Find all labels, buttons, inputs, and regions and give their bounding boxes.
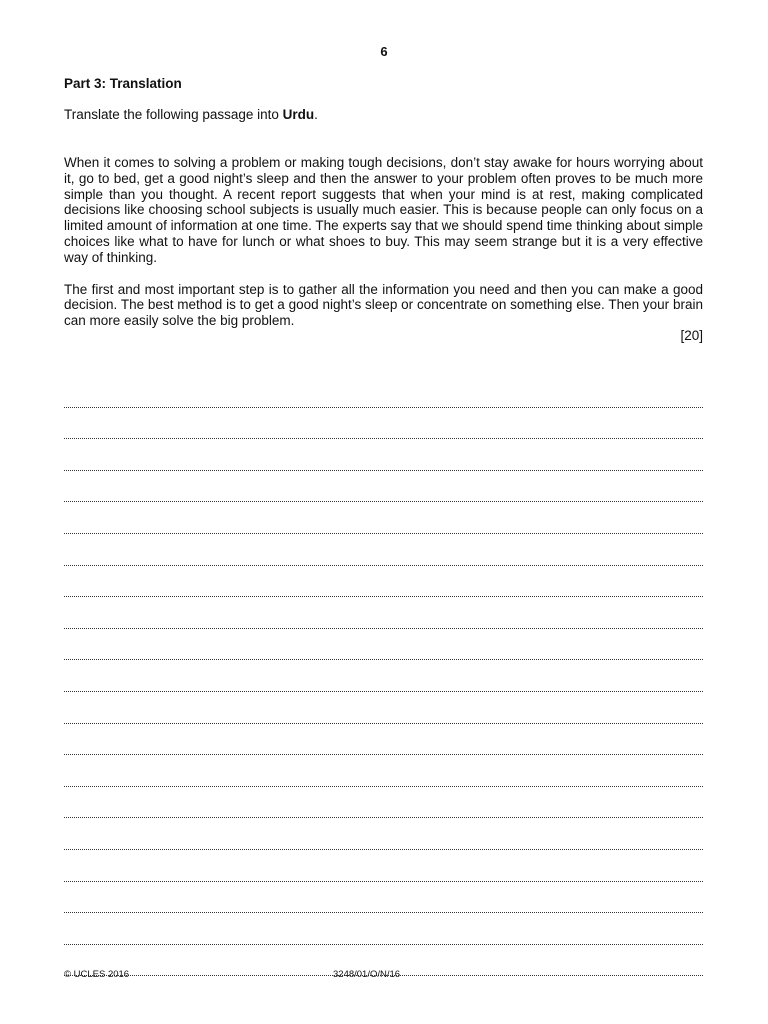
instruction-suffix: . [314,107,318,122]
passage [64,155,703,329]
answer-line[interactable] [64,597,703,629]
footer-paper-code: 3248/01/O/N/16 [333,969,401,980]
answer-line[interactable] [64,408,703,440]
answer-line[interactable] [64,882,703,914]
instruction-language: Urdu [282,107,315,122]
answer-line[interactable] [64,629,703,661]
answer-area [64,376,703,976]
page-number: 6 [380,44,388,59]
answer-line[interactable] [64,471,703,503]
section-title: Part 3: Translation [64,76,182,91]
answer-line[interactable] [64,755,703,787]
footer-copyright: © UCLES 2016 [64,969,130,980]
instruction [64,107,318,122]
answer-line[interactable] [64,850,703,882]
answer-line[interactable] [64,534,703,566]
passage-paragraph-2: The first and most important step is to gather all the information you need and then you can make a good decision. The best method is to get a good night’s sleep or concentrate on something else. Then your brain can more easily solve the big problem. [64,281,703,329]
marks-allocation: [20] [680,328,703,343]
answer-line[interactable] [64,502,703,534]
answer-line[interactable] [64,692,703,724]
passage-paragraph-1: When it comes to solving a problem or making tough decisions, don’t stay awake for hours worrying about it, go to bed, get a good night’s sleep and then the answer to your problem often proves to be much more simple than you thought. A recent report suggests that when your mind is at rest, making complicated decisions like choosing school subjects is usually much easier. This is because people can only focus on a limited amount of information at one time. The experts say that we should spend time thinking about simple choices like what to have for lunch or what shoes to buy. This may seem strange but it is a very effective way of thinking. [64,155,703,265]
instruction-prefix: Translate the following passage into [64,107,283,122]
answer-line[interactable] [64,913,703,945]
answer-line[interactable] [64,376,703,408]
answer-line[interactable] [64,787,703,819]
answer-line[interactable] [64,439,703,471]
answer-line[interactable] [64,660,703,692]
answer-line[interactable] [64,818,703,850]
answer-line[interactable] [64,566,703,598]
answer-line[interactable] [64,724,703,756]
